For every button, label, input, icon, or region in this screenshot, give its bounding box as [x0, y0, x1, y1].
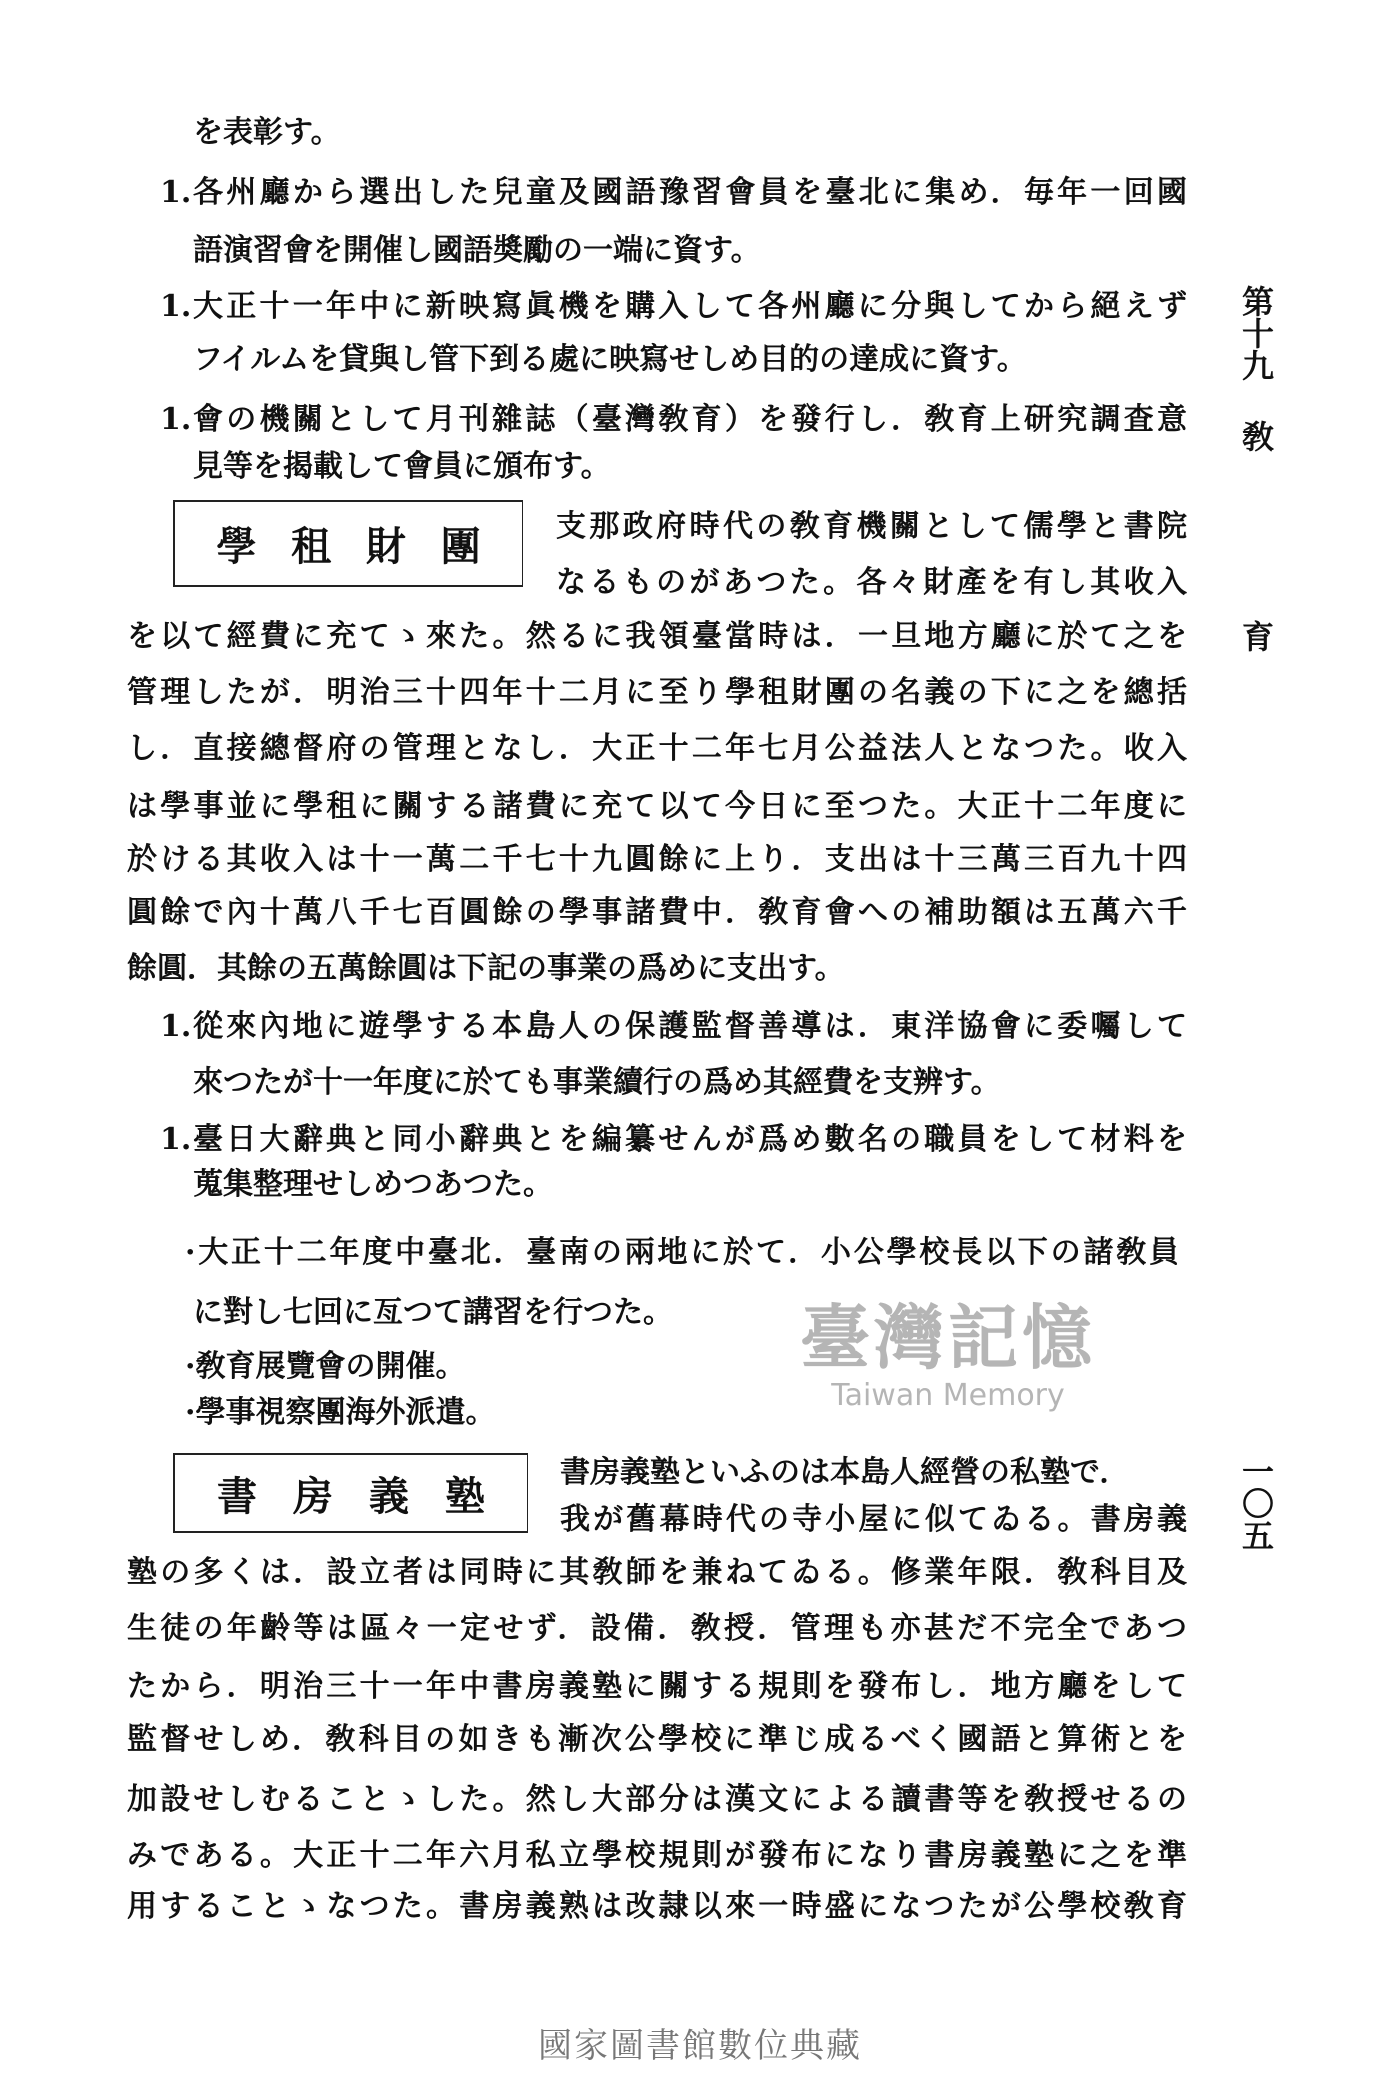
intro-line: 書房義塾といふのは本島人經營の私塾で．: [560, 1455, 1130, 1490]
body-line: し．直接總督府の管理となし．大正十二年七月公益法人となつた。收入: [127, 731, 1187, 766]
heading-char: 書: [217, 1472, 257, 1520]
body-line: 餘圓．其餘の五萬餘圓は下記の事業の爲めに支出す。: [127, 951, 845, 986]
intro-line: 我が舊幕時代の寺小屋に似てゐる。書房義: [560, 1502, 1187, 1537]
heading-char: 房: [293, 1472, 333, 1520]
body-line: 於ける其收入は十一萬二千七十九圓餘に上り．支出は十三萬三百九十四: [127, 842, 1187, 877]
body-line: 生徒の年齡等は區々一定せず．設備．敎授．管理も亦甚だ不完全であつ: [127, 1611, 1187, 1646]
footer-credit: 國家圖書館數位典藏: [538, 2026, 862, 2066]
list-item-line: 大正十一年中に新映寫眞機を購入して各州廳に分與してから絕えず: [193, 289, 1187, 324]
body-line: 圓餘で內十萬八千七百圓餘の學事諸費中．敎育會への補助額は五萬六千: [127, 895, 1187, 930]
watermark-cn: 臺灣記憶: [800, 1296, 1096, 1379]
list-item-line: ·學事視察團海外派遣。: [185, 1395, 496, 1430]
heading-char: 團: [440, 523, 481, 570]
body-line: 加設せしむることゝした。然し大部分は漢文による讀書等を敎授せるの: [127, 1782, 1187, 1817]
chapter-title-1: 敎: [1237, 420, 1275, 452]
body-line: は學事並に學租に關する諸費に充て以て今日に至つた。大正十二年度に: [127, 789, 1187, 824]
heading-char: 義: [369, 1472, 409, 1520]
list-marker: 1.: [160, 289, 192, 324]
body-line: 塾の多くは．設立者は同時に其敎師を兼ねてゐる。修業年限．敎科目及: [127, 1555, 1187, 1590]
list-marker: 1.: [160, 1009, 192, 1044]
body-line: みである。大正十二年六月私立學校規則が發布になり書房義塾に之を準: [127, 1838, 1187, 1873]
list-item-line: 從來內地に遊學する本島人の保護監督善導は．東洋協會に委囑して: [193, 1009, 1187, 1044]
body-line: 監督せしめ．敎科目の如きも漸次公學校に準じ成るべく國語と算術とを: [127, 1722, 1187, 1757]
list-marker: 1.: [160, 402, 192, 437]
list-item-line: フイルムを貸與し管下到る處に映寫せしめ目的の達成に資す。: [193, 342, 1027, 377]
list-item-line: 各州廳から選出した兒童及國語豫習會員を臺北に集め．毎年一回國: [193, 175, 1187, 210]
list-item-line: 見等を揭載して會員に頒布す。: [193, 449, 611, 484]
list-item-line: ·敎育展覽會の開催。: [185, 1349, 466, 1384]
body-line: を以て經費に充てゝ來た。然るに我領臺當時は．一旦地方廳に於て之を: [127, 619, 1187, 654]
list-marker: 1.: [160, 175, 192, 210]
list-marker: 1.: [160, 1122, 192, 1157]
watermark-en: Taiwan Memory: [831, 1378, 1065, 1413]
section-heading-shobo: [173, 1453, 528, 1533]
intro-line: 支那政府時代の敎育機關として儒學と書院: [556, 509, 1187, 544]
intro-line: なるものがあつた。各々財產を有し其收入: [556, 565, 1187, 600]
chapter-label: 第十九: [1237, 285, 1275, 381]
body-line: たから．明治三十一年中書房義塾に關する規則を發布し．地方廳をして: [127, 1669, 1187, 1704]
list-item-line: 會の機關として月刊雜誌（臺灣敎育）を發行し．敎育上研究調査意: [193, 402, 1187, 437]
list-item-line: ·大正十二年度中臺北．臺南の兩地に於て．小公學校長以下の諸敎員: [185, 1235, 1179, 1270]
heading-char: 財: [365, 523, 406, 570]
body-line: 用することゝなつた。書房義熟は改隷以來一時盛になつたが公學校敎育: [127, 1889, 1187, 1924]
watermark-logo: [800, 1298, 1096, 1414]
page-number: 一〇五: [1237, 1455, 1275, 1551]
text-line: を表彰す。: [193, 115, 341, 150]
list-item-line: に對し七回に亙つて講習を行つた。: [193, 1295, 673, 1330]
heading-char: 塾: [445, 1472, 485, 1520]
list-item-line: 蒐集整理せしめつあつた。: [193, 1167, 553, 1202]
chapter-title-2: 育: [1237, 620, 1275, 652]
heading-char: 學: [216, 523, 257, 570]
list-item-line: 語演習會を開催し國語奬勵の一端に資す。: [193, 233, 761, 268]
heading-char: 租: [291, 523, 332, 570]
section-heading-gakuso: [173, 500, 523, 587]
list-item-line: 臺日大辭典と同小辭典とを編纂せんが爲め數名の職員をして材料を: [193, 1122, 1187, 1157]
list-item-line: 來つたが十一年度に於ても事業續行の爲め其經費を支辨す。: [193, 1065, 1001, 1100]
body-line: 管理したが．明治三十四年十二月に至り學租財團の名義の下に之を總括: [127, 675, 1187, 710]
